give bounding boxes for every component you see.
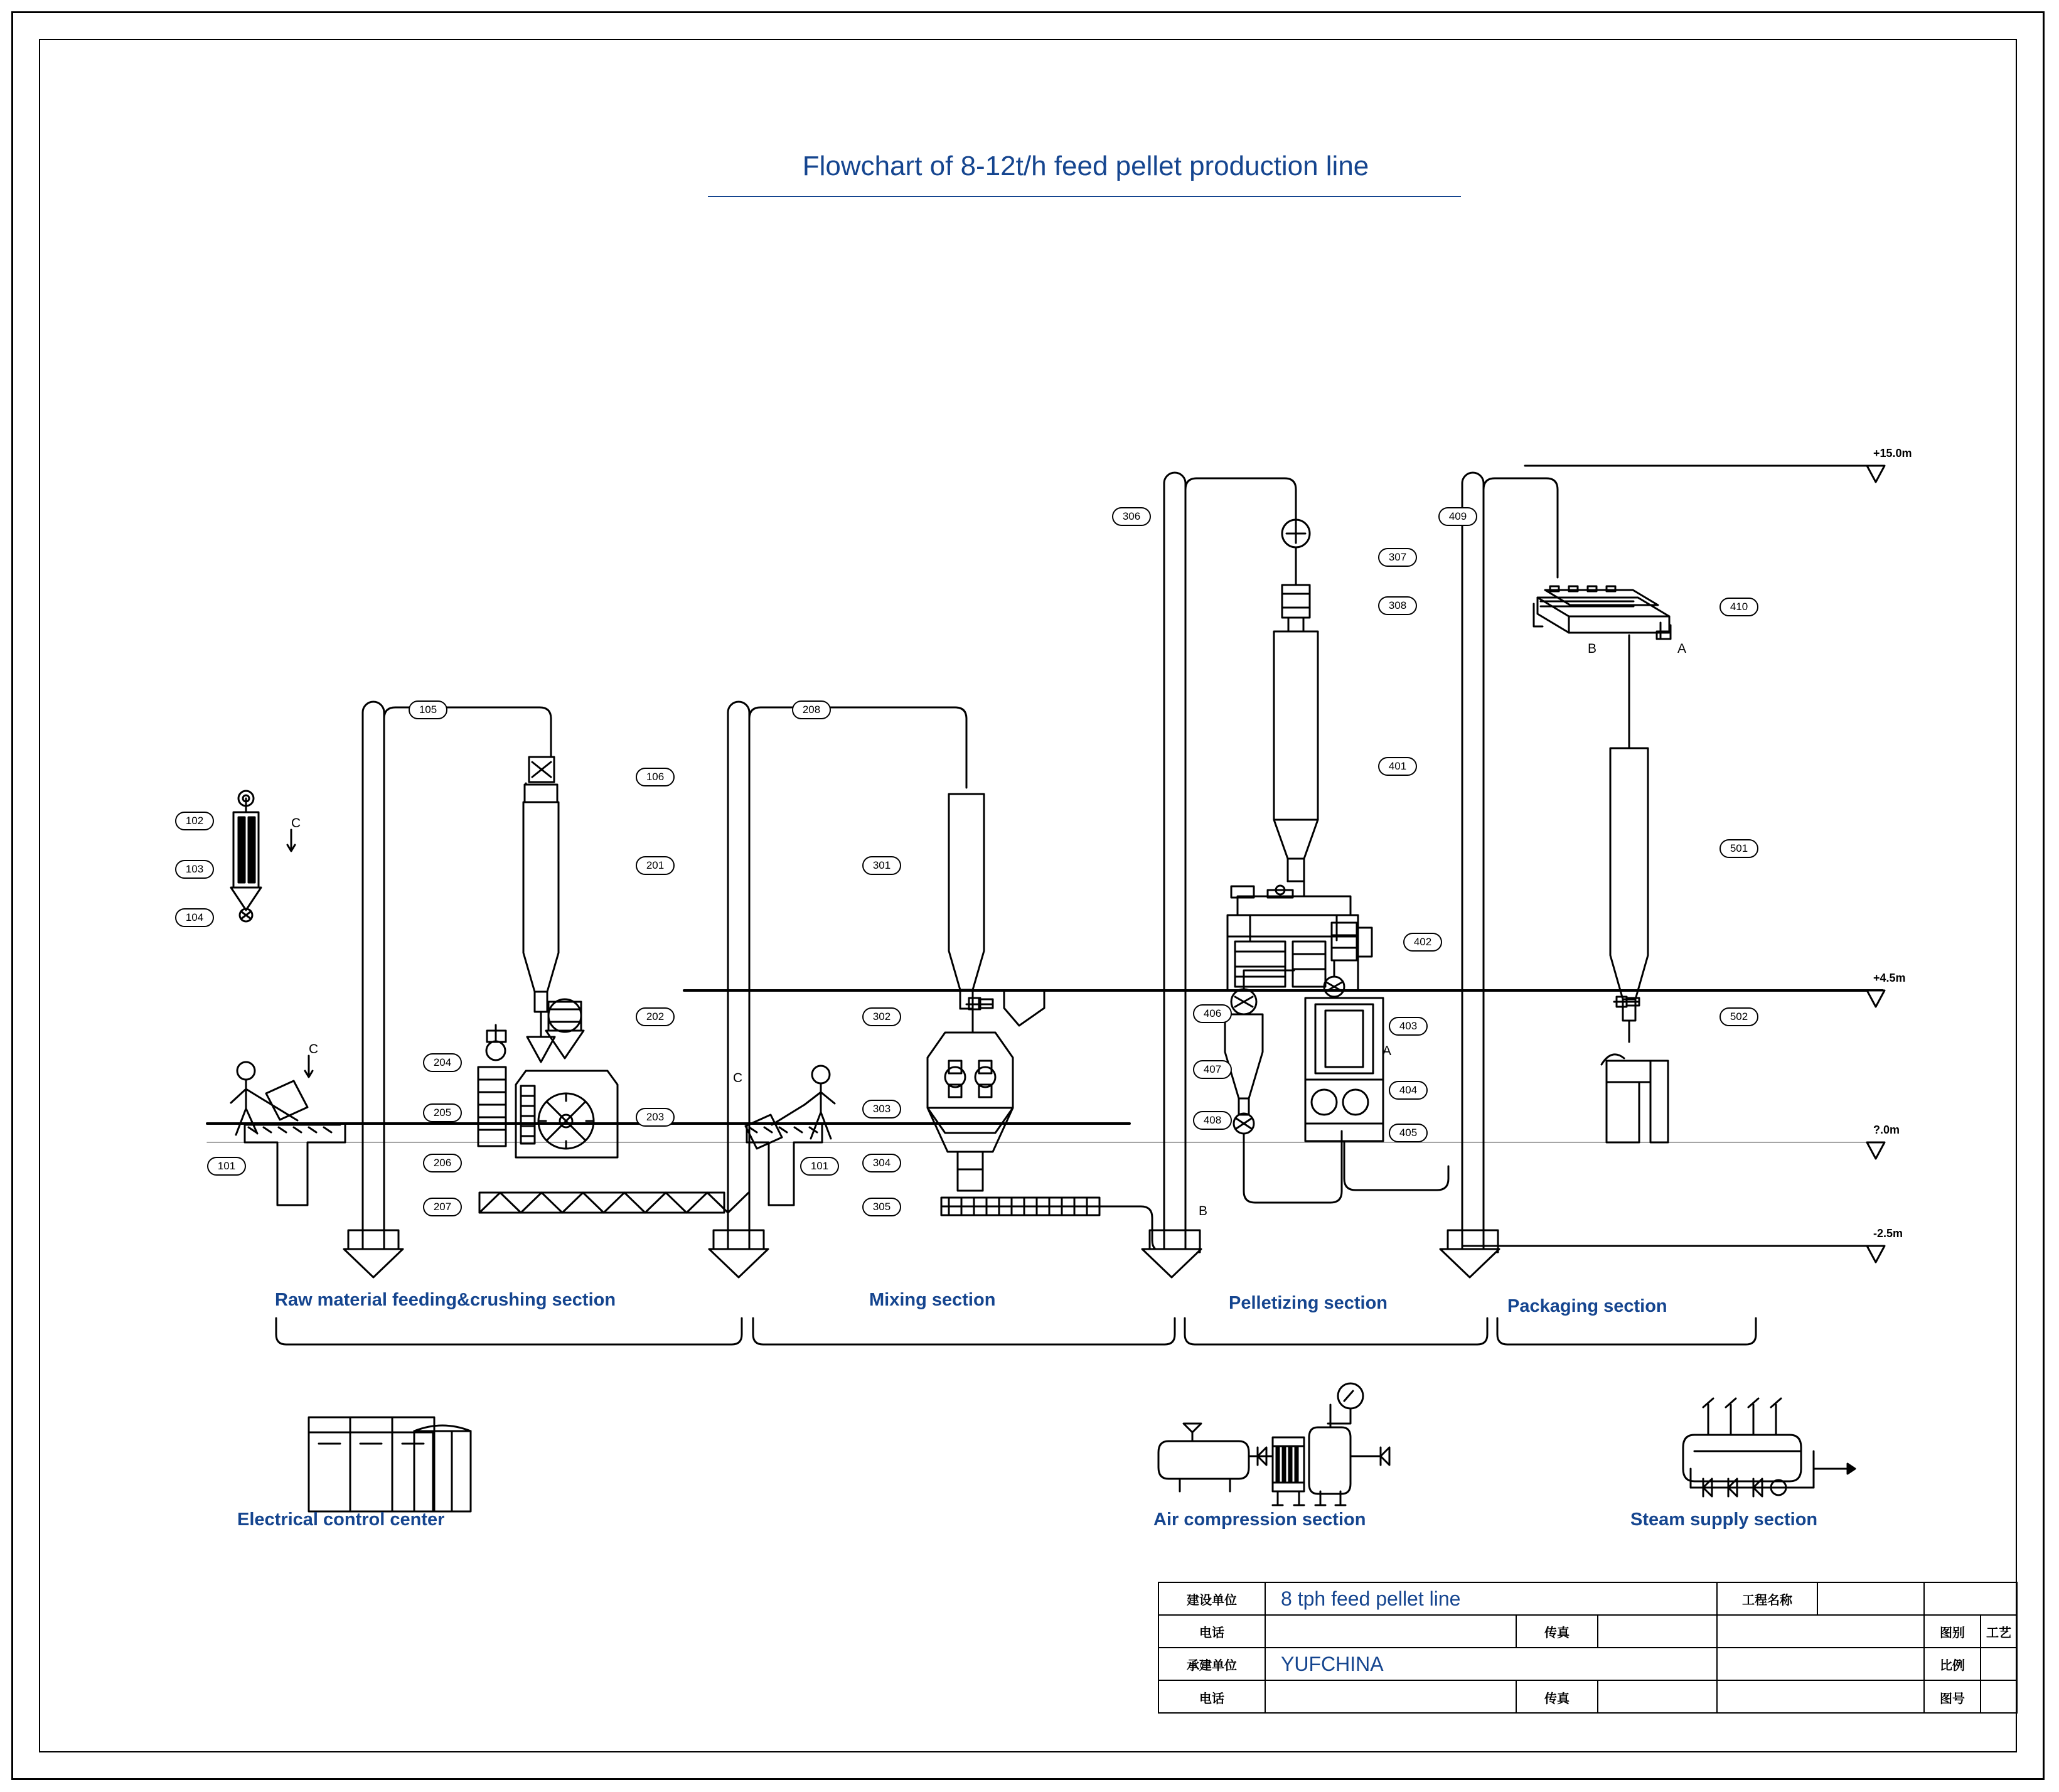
equipment-tag-203[interactable]: 203 bbox=[636, 1108, 675, 1127]
equipment-tag-404[interactable]: 404 bbox=[1389, 1081, 1428, 1100]
tb-label-contractor: 承建单位 bbox=[1159, 1648, 1266, 1681]
equipment-tag-301[interactable]: 301 bbox=[862, 856, 901, 875]
tb-label-drawing-type: 图别 bbox=[1925, 1616, 1981, 1648]
tb-label-project: 工程名称 bbox=[1718, 1583, 1818, 1616]
equipment-tag-307[interactable]: 307 bbox=[1378, 548, 1417, 567]
tb-blank-mid bbox=[1718, 1616, 1925, 1648]
equipment-tag-306[interactable]: 306 bbox=[1112, 507, 1151, 526]
equipment-tag-104[interactable]: 104 bbox=[175, 908, 214, 927]
equipment-tag-401[interactable]: 401 bbox=[1378, 757, 1417, 776]
equipment-tag-304[interactable]: 304 bbox=[862, 1154, 901, 1172]
equipment-tag-208[interactable]: 208 bbox=[792, 700, 831, 719]
point-mark-b2: B bbox=[1199, 1204, 1208, 1218]
elevation-label-15: +15.0m bbox=[1873, 447, 1912, 459]
drawing-frame-inner bbox=[39, 39, 2017, 1752]
equipment-tag-402[interactable]: 402 bbox=[1403, 933, 1442, 952]
equipment-tag-106[interactable]: 106 bbox=[636, 768, 675, 786]
tb-label-phone-2: 电话 bbox=[1159, 1681, 1266, 1714]
title-underline bbox=[708, 196, 1461, 197]
tb-value-fax-2 bbox=[1598, 1681, 1718, 1714]
equipment-tag-502[interactable]: 502 bbox=[1719, 1007, 1758, 1026]
tb-label-client: 建设单位 bbox=[1159, 1583, 1266, 1616]
elevation-label-4-5: +4.5m bbox=[1873, 972, 1906, 984]
aux-label-electrical-control-center: Electrical control center bbox=[237, 1510, 445, 1530]
title-block bbox=[1158, 1582, 2018, 1714]
equipment-tag-406[interactable]: 406 bbox=[1193, 1004, 1232, 1023]
section-label-raw-material: Raw material feeding&crushing section bbox=[275, 1290, 616, 1310]
point-mark-c2: C bbox=[309, 1042, 319, 1056]
equipment-tag-302[interactable]: 302 bbox=[862, 1007, 901, 1026]
tb-label-fax-2: 传真 bbox=[1517, 1681, 1598, 1714]
point-mark-a1: A bbox=[1677, 641, 1687, 656]
tb-value-phone-1 bbox=[1266, 1616, 1517, 1648]
tb-value-drawing-type: 工艺 bbox=[1981, 1616, 2016, 1648]
tb-blank-top-right bbox=[1925, 1583, 2016, 1616]
point-mark-c1: C bbox=[291, 816, 301, 830]
elevation-label-neg: -2.5m bbox=[1873, 1227, 1903, 1240]
equipment-tag-308[interactable]: 308 bbox=[1378, 596, 1417, 615]
equipment-tag-410[interactable]: 410 bbox=[1719, 598, 1758, 616]
tb-blank-mid-2 bbox=[1718, 1648, 1925, 1681]
equipment-tag-403[interactable]: 403 bbox=[1389, 1017, 1428, 1036]
tb-label-fax-1: 传真 bbox=[1517, 1616, 1598, 1648]
tb-value-fax-1 bbox=[1598, 1616, 1718, 1648]
aux-label-steam-supply: Steam supply section bbox=[1630, 1510, 1818, 1530]
tb-value-scale bbox=[1981, 1648, 2016, 1681]
equipment-tag-409[interactable]: 409 bbox=[1438, 507, 1477, 526]
point-mark-b1: B bbox=[1588, 641, 1597, 656]
equipment-tag-408[interactable]: 408 bbox=[1193, 1111, 1232, 1130]
tb-value-contractor: YUFCHINA bbox=[1266, 1648, 1718, 1681]
aux-label-air-compression: Air compression section bbox=[1153, 1510, 1366, 1530]
equipment-tag-206[interactable]: 206 bbox=[423, 1154, 462, 1172]
tb-label-drawing-no: 图号 bbox=[1925, 1681, 1981, 1714]
equipment-tag-101-mixing[interactable]: 101 bbox=[800, 1157, 839, 1176]
equipment-tag-102[interactable]: 102 bbox=[175, 812, 214, 830]
tb-value-project-name: 8 tph feed pellet line bbox=[1266, 1583, 1718, 1616]
equipment-tag-202[interactable]: 202 bbox=[636, 1007, 675, 1026]
equipment-tag-201[interactable]: 201 bbox=[636, 856, 675, 875]
equipment-tag-501[interactable]: 501 bbox=[1719, 839, 1758, 858]
equipment-tag-405[interactable]: 405 bbox=[1389, 1124, 1428, 1142]
tb-label-scale: 比例 bbox=[1925, 1648, 1981, 1681]
tb-value-phone-2 bbox=[1266, 1681, 1517, 1714]
equipment-tag-105[interactable]: 105 bbox=[409, 700, 447, 719]
equipment-tag-207[interactable]: 207 bbox=[423, 1198, 462, 1216]
tb-label-phone-1: 电话 bbox=[1159, 1616, 1266, 1648]
equipment-tag-303[interactable]: 303 bbox=[862, 1100, 901, 1119]
tb-value-project bbox=[1818, 1583, 1925, 1616]
equipment-tag-103[interactable]: 103 bbox=[175, 860, 214, 879]
equipment-tag-205[interactable]: 205 bbox=[423, 1103, 462, 1122]
equipment-tag-407[interactable]: 407 bbox=[1193, 1060, 1232, 1079]
elevation-label-0: ?.0m bbox=[1873, 1124, 1900, 1136]
section-label-mixing: Mixing section bbox=[869, 1290, 996, 1310]
section-label-pelletizing: Pelletizing section bbox=[1229, 1293, 1388, 1313]
point-mark-c3: C bbox=[733, 1071, 743, 1085]
page-title: Flowchart of 8-12t/h feed pellet production line bbox=[802, 151, 1369, 181]
equipment-tag-305[interactable]: 305 bbox=[862, 1198, 901, 1216]
equipment-tag-204[interactable]: 204 bbox=[423, 1053, 462, 1072]
tb-blank-bottom bbox=[1718, 1681, 1925, 1714]
equipment-tag-101[interactable]: 101 bbox=[207, 1157, 246, 1176]
section-label-packaging: Packaging section bbox=[1507, 1296, 1667, 1316]
tb-value-drawing-no bbox=[1981, 1681, 2016, 1714]
point-mark-a2: A bbox=[1382, 1044, 1392, 1058]
